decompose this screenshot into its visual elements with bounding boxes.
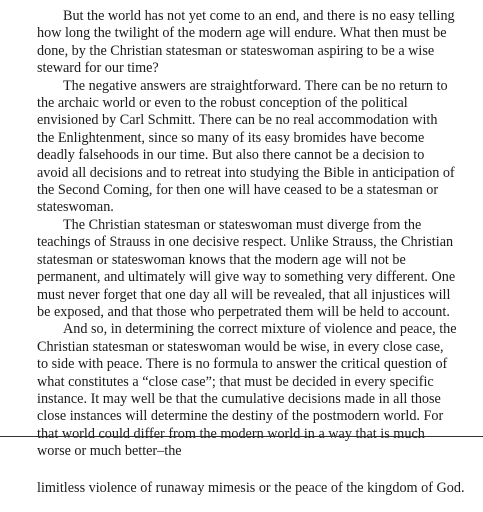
continuation-line: limitless violence of runaway mimesis or the peace of the kingdom of God. [37, 480, 465, 496]
paragraph-4: And so, in determining the correct mixture of violence and peace, the Christian statesman or stateswoman would be wise, in every close case, to side with peace. There is no formula to answer the critical question of what constitutes a “close case”; that must be decided in every specific instance. It may well be that the cumulative decisions made in all those close instances will determine the destiny of the postmodern world. For that world could differ from the modern world in a way that is much worse or much better–the [37, 321, 457, 460]
paragraph-3: The Christian statesman or stateswoman must diverge from the teachings of Strauss in one decisive respect. Unlike Strauss, the Christian statesman or stateswoman knows that the modern age will not be permanent, and ultimately will give way to something very different. One must never forget that one day all will be revealed, that all injustices will be exposed, and that those who perpetrated them will be held to account. [37, 216, 456, 320]
page-break-divider [0, 436, 483, 437]
paragraph-2: The negative answers are straightforward. There can be no return to the archaic world or even to the robust conception of the political envisioned by Carl Schmitt. There can be no real accommodation with the Enlightenment, since so many of its easy bromides have become deadly falsehoods in our time. But also there cannot be a decision to avoid all decisions and to retreat into studying the Bible in anticipation of the Second Coming, for then one will have ceased to be a statesman or stateswoman. [37, 77, 455, 216]
paragraph-1: But the world has not yet come to an end, and there is no easy telling how long the twilight of the modern age will endure. What then must be done, by the Christian statesman or stateswoman aspiring to be a wise steward for our time? [37, 8, 455, 77]
continuation-text-block [37, 480, 477, 497]
main-text-block [37, 8, 457, 461]
